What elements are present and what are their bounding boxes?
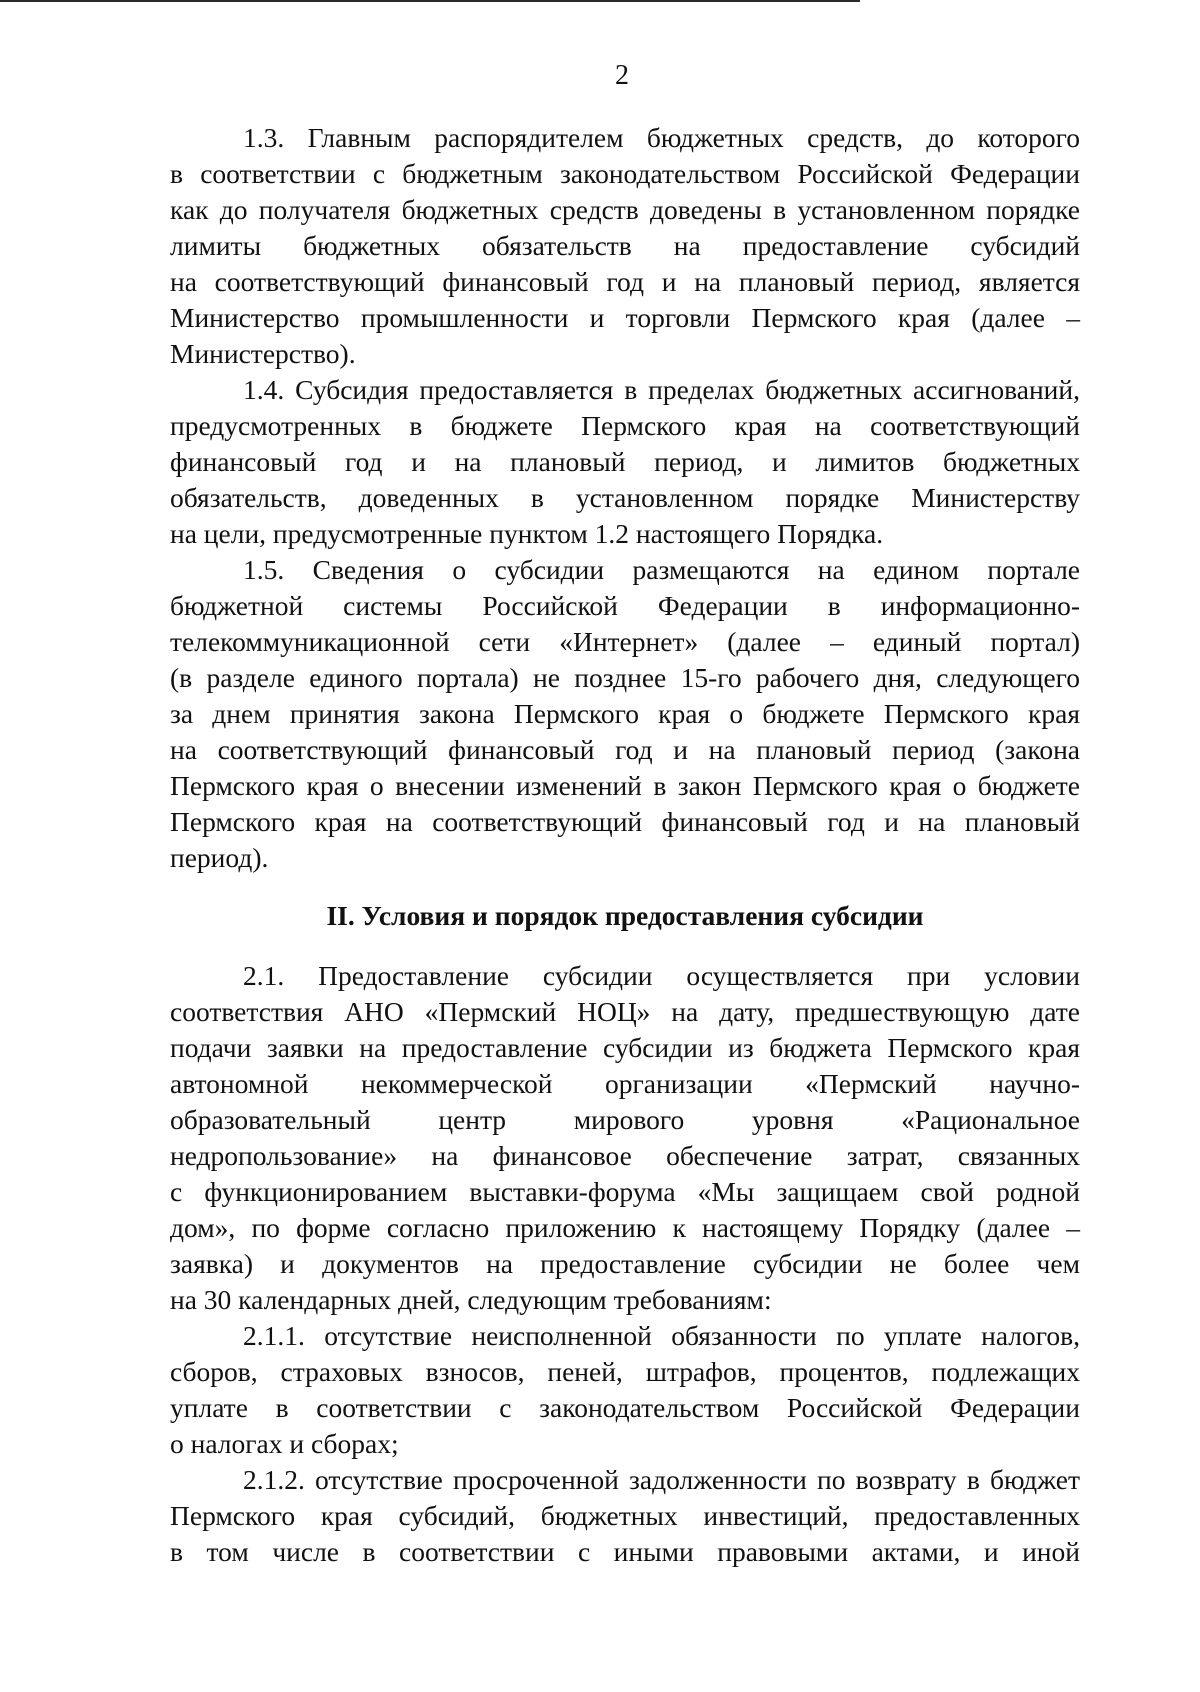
paragraph-line: сборов, страховых взносов, пеней, штрафов, процентов, подлежащих xyxy=(170,1356,1080,1387)
paragraph-line: Пермского края субсидий, бюджетных инвестиций, предоставленных xyxy=(170,1500,1080,1531)
paragraph-line: бюджетной системы Российской Федерации в информационно- xyxy=(170,590,1080,621)
paragraph-line: 1.3. Главным распорядителем бюджетных средств, до которого xyxy=(243,122,1080,153)
paragraph-line: лимиты бюджетных обязательств на предоставление субсидий xyxy=(170,230,1080,261)
paragraph-line: в том числе в соответствии с иными правовыми актами, и иной xyxy=(170,1536,1080,1567)
paragraph-line: в соответствии с бюджетным законодательством Российской Федерации xyxy=(170,158,1080,189)
paragraph-line: на соответствующий финансовый год и на плановый период (закона xyxy=(170,734,1080,765)
paragraph-line: телекоммуникационной сети «Интернет» (далее – единый портал) xyxy=(170,626,1080,657)
paragraph-line: заявка) и документов на предоставление субсидии не более чем xyxy=(170,1248,1080,1279)
paragraph-2-1-2 xyxy=(170,1462,1080,1570)
paragraph-line: недропользование» на финансовое обеспечение затрат, связанных xyxy=(170,1140,1080,1171)
paragraph-line: с функционированием выставки-форума «Мы защищаем свой родной xyxy=(170,1176,1080,1207)
paragraph-1-5 xyxy=(170,552,1080,876)
paragraph-line: о налогах и сборах; xyxy=(170,1428,399,1459)
paragraph-line: образовательный центр мирового уровня «Рациональное xyxy=(170,1104,1080,1135)
paragraph-line: за днем принятия закона Пермского края о бюджете Пермского края xyxy=(170,698,1080,729)
paragraph-line: подачи заявки на предоставление субсидии из бюджета Пермского края xyxy=(170,1032,1080,1063)
paragraph-line: (в разделе единого портала) не позднее 15-го рабочего дня, следующего xyxy=(170,662,1080,693)
paragraph-line: на соответствующий финансовый год и на плановый период, является xyxy=(170,266,1080,297)
paragraph-line: обязательств, доведенных в установленном порядке Министерству xyxy=(170,482,1080,513)
paragraph-line: Министерство промышленности и торговли Пермского края (далее – xyxy=(170,302,1080,333)
paragraph-line: 1.4. Субсидия предоставляется в пределах бюджетных ассигнований, xyxy=(243,374,1080,405)
paragraph-line: 2.1.1. отсутствие неисполненной обязанности по уплате налогов, xyxy=(243,1320,1080,1351)
document-body xyxy=(170,120,1080,1570)
paragraph-1-3 xyxy=(170,120,1080,372)
paragraph-line: 1.5. Сведения о субсидии размещаются на едином портале xyxy=(243,554,1080,585)
paragraph-line: Министерство). xyxy=(170,338,356,369)
paragraph-line: соответствия АНО «Пермский НОЦ» на дату, предшествующую дате xyxy=(170,996,1080,1027)
page-number: 2 xyxy=(615,60,629,91)
paragraph-line: автономной некоммерческой организации «Пермский научно- xyxy=(170,1068,1080,1099)
section-heading: II. Условия и порядок предоставления субсидии xyxy=(326,900,924,931)
paragraph-line: 2.1. Предоставление субсидии осуществляется при условии xyxy=(243,960,1080,991)
paragraph-line: на цели, предусмотренные пунктом 1.2 настоящего Порядка. xyxy=(170,518,884,549)
paragraph-line: предусмотренных в бюджете Пермского края на соответствующий xyxy=(170,410,1080,441)
paragraph-line: как до получателя бюджетных средств доведены в установленном порядке xyxy=(170,194,1080,225)
paragraph-line: уплате в соответствии с законодательством Российской Федерации xyxy=(170,1392,1080,1423)
scan-edge-line xyxy=(0,0,860,2)
paragraph-line: 2.1.2. отсутствие просроченной задолженности по возврату в бюджет xyxy=(243,1464,1080,1495)
section-2-paragraphs xyxy=(170,958,1080,1570)
paragraph-2-1 xyxy=(170,958,1080,1318)
paragraph-line: дом», по форме согласно приложению к настоящему Порядку (далее – xyxy=(170,1212,1080,1243)
paragraph-line: Пермского края на соответствующий финансовый год и на плановый xyxy=(170,806,1080,837)
paragraph-line: на 30 календарных дней, следующим требованиям: xyxy=(170,1284,772,1315)
paragraph-line: Пермского края о внесении изменений в закон Пермского края о бюджете xyxy=(170,770,1080,801)
paragraph-line: финансовый год и на плановый период, и лимитов бюджетных xyxy=(170,446,1080,477)
paragraph-line: период). xyxy=(170,842,269,873)
section-1-paragraphs xyxy=(170,120,1080,876)
paragraph-2-1-1 xyxy=(170,1318,1080,1462)
paragraph-1-4 xyxy=(170,372,1080,552)
